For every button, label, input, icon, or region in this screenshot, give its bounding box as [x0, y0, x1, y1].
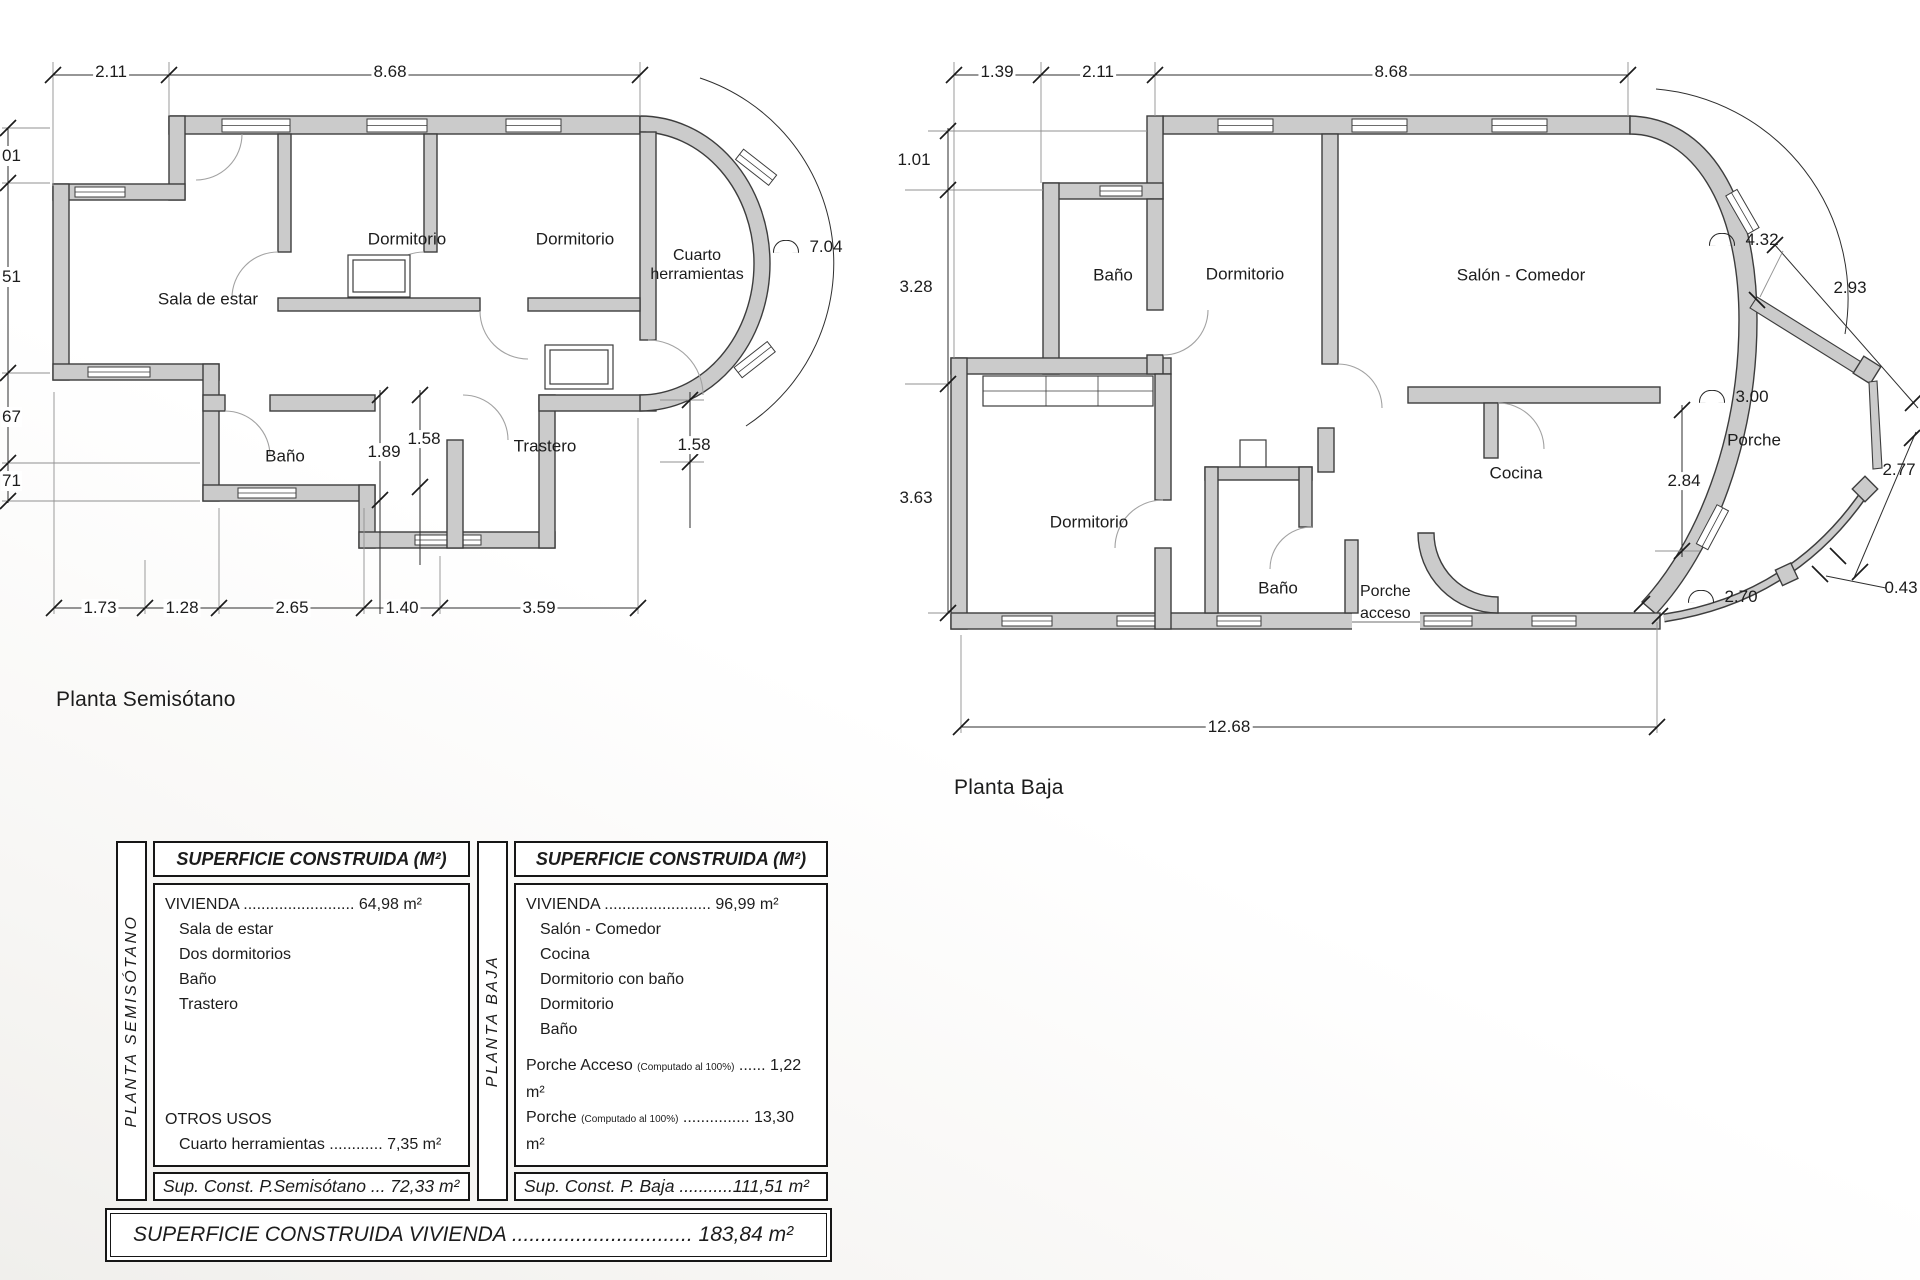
dim-label: 1.89 [367, 442, 401, 462]
dim-label: 1.28 [165, 598, 199, 618]
dim-label: 1.73 [83, 598, 117, 618]
room-label-bano: Baño [1093, 265, 1133, 285]
dim-label: 1.58 [407, 429, 441, 449]
table-body-baja [514, 883, 828, 1167]
table-footer-semisotano: Sup. Const. P.Semisótano ... 72,33 m² [153, 1172, 470, 1201]
dim-label: 1.39 [980, 62, 1014, 82]
room-label-dormitorio: Dormitorio [367, 229, 447, 249]
room-label-cocina: Cocina [1489, 463, 1543, 483]
dim-label-truncated: 67 [2, 407, 21, 426]
plan-title-baja: Planta Baja [954, 776, 1064, 799]
table-row: Sala de estar [179, 921, 274, 938]
room-label-dormitorio: Dormitorio [1049, 512, 1129, 532]
dim-label: 1.58 [677, 435, 711, 455]
table-side-label: PLANTA BAJA [483, 954, 501, 1088]
table-body-semisotano [153, 883, 470, 1167]
row-label: Porche Acceso [526, 1057, 638, 1074]
room-label-bano: Baño [1258, 578, 1298, 598]
table-row-porche [526, 1105, 816, 1157]
dim-label-truncated: 71 [2, 471, 21, 490]
dim-label: 2.84 [1667, 471, 1701, 491]
dim-label: 2.11 [95, 62, 127, 82]
room-label-bano: Baño [265, 446, 305, 466]
table-row: Baño [179, 971, 217, 988]
table-row: Dos dormitorios [179, 946, 292, 963]
plan-baja-walls [951, 116, 1882, 631]
room-label-line: Cuarto [672, 247, 722, 264]
room-label-cuarto-herramientas [650, 246, 743, 284]
room-label-porche-acceso: acceso [1360, 605, 1411, 622]
table-footer-baja: Sup. Const. P. Baja ...........111,51 m² [514, 1172, 828, 1201]
dim-label: 2.93 [1833, 278, 1867, 298]
dim-label: 8.68 [373, 62, 407, 82]
plan-semisotano-walls [53, 116, 777, 548]
dim-label: 3.28 [899, 277, 933, 297]
total-surface-text: SUPERFICIE CONSTRUIDA VIVIENDA ............................... 183,84 m² [110, 1213, 827, 1257]
table-row-porche-acceso [526, 1053, 816, 1105]
row-label: Porche [526, 1109, 582, 1126]
table-row: Cuarto herramientas ............ 7,35 m² [179, 1136, 442, 1153]
room-label-porche: Porche [1727, 430, 1781, 450]
table-row: OTROS USOS [165, 1111, 272, 1128]
room-label-porche-acceso: Porche [1360, 583, 1411, 600]
dim-label: 4.32 [1745, 230, 1779, 250]
table-row: VIVIENDA ......................... 64,98 m² [165, 896, 422, 913]
room-label-dormitorio: Dormitorio [1205, 264, 1285, 284]
table-side-label: PLANTA SEMISÓTANO [122, 914, 140, 1128]
dim-label-truncated: 51 [2, 267, 21, 286]
room-label-sala: Sala de estar [157, 289, 259, 309]
table-row: Cocina [540, 946, 590, 963]
total-surface-bar [105, 1208, 832, 1262]
table-header-semisotano: SUPERFICIE CONSTRUIDA (M²) [153, 841, 470, 877]
table-row: Salón - Comedor [540, 921, 661, 938]
table-header-baja: SUPERFICIE CONSTRUIDA (M²) [514, 841, 828, 877]
dim-label-truncated: 01 [2, 146, 21, 165]
table-side-semisotano [116, 841, 147, 1201]
room-label-salon: Salón - Comedor [1456, 265, 1586, 285]
dim-label: 2.77 [1882, 460, 1916, 480]
room-label-trastero: Trastero [513, 436, 577, 456]
plan-title-semisotano: Planta Semisótano [56, 688, 236, 711]
table-row: Dormitorio [540, 996, 614, 1013]
row-value: ...... 1,22 m² [526, 1057, 802, 1101]
room-label-line: herramientas [650, 266, 744, 283]
dim-label: 2.70 [1724, 587, 1758, 607]
row-note: (Computado al 100%) [581, 1114, 679, 1125]
dim-label: 2.65 [275, 598, 309, 618]
dim-label: 3.59 [522, 598, 556, 618]
dim-label: 3.00 [1735, 387, 1769, 407]
dim-label: 1.01 [897, 150, 931, 170]
table-row: Dormitorio con baño [540, 971, 685, 988]
room-label-dormitorio: Dormitorio [535, 229, 615, 249]
dim-label: 1.40 [385, 598, 419, 618]
dim-label: 7.04 [809, 237, 843, 257]
dim-label: 12.68 [1207, 717, 1251, 737]
dim-label: 8.68 [1374, 62, 1408, 82]
row-value: ............... 13,30 m² [526, 1109, 795, 1153]
row-note: (Computado al 100%) [637, 1062, 735, 1073]
table-row: Trastero [179, 996, 238, 1013]
dim-label: 0.43 [1884, 578, 1918, 598]
dim-label: 2.11 [1082, 62, 1114, 82]
table-side-baja [477, 841, 508, 1201]
table-row: VIVIENDA ........................ 96,99 m² [526, 896, 779, 913]
dim-label: 3.63 [899, 488, 933, 508]
table-row: Baño [540, 1021, 578, 1038]
